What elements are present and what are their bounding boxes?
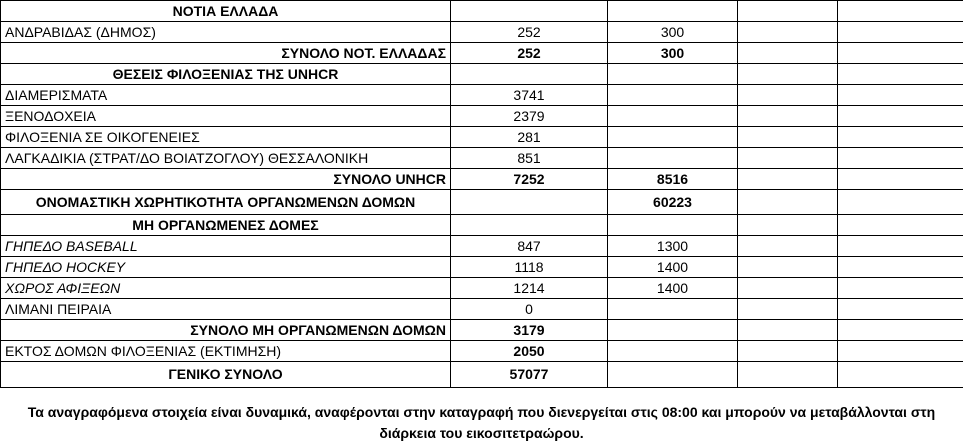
- table-row: [1, 320, 963, 341]
- cell-value-1: 252: [451, 22, 608, 43]
- cell-value-2: 300: [608, 22, 738, 43]
- cell-value-1: 1214: [451, 278, 608, 299]
- footnote: Τα αναγραφόμενα στοιχεία είναι δυναμικά, αναφέρονται στην καταγραφή που διενεργείται στις 08:00 και μπορούν να μεταβάλλονται στη διάρκεια του εικοσιτετραώρου.: [27, 404, 936, 441]
- row-label-grand-total: ΓΕΝΙΚΟ ΣΥΝΟΛΟ: [1, 362, 451, 388]
- section-title-south-greece: ΝΟΤΙΑ ΕΛΛΑΔΑ: [1, 1, 451, 22]
- cell-value-1: 3741: [451, 85, 608, 106]
- table-row: [1, 362, 963, 388]
- cell-value-1: 57077: [451, 362, 608, 388]
- section-title-unhcr: ΘΕΣΕΙΣ ΦΙΛΟΞΕΝΙΑΣ ΤΗΣ UNHCR: [1, 64, 451, 85]
- row-label: ΓΗΠΕΔΟ BASEBALL: [1, 236, 451, 257]
- row-label: ΧΩΡΟΣ ΑΦΙΞΕΩΝ: [1, 278, 451, 299]
- table-row: [1, 85, 963, 106]
- table-row: [1, 341, 963, 362]
- cell-value-2: 8516: [608, 169, 738, 190]
- row-label: ΓΗΠΕΔΟ HOCKEY: [1, 257, 451, 278]
- row-label-total: ΣΥΝΟΛΟ ΝΟΤ. ΕΛΛΑΔΑΣ: [1, 43, 451, 64]
- table-row: [1, 1, 963, 22]
- table-row: [1, 169, 963, 190]
- cell-value-1: 2379: [451, 106, 608, 127]
- table-row: [1, 106, 963, 127]
- cell-value-1: 252: [451, 43, 608, 64]
- table-row: [1, 43, 963, 64]
- row-label: ΛΑΓΚΑΔΙΚΙΑ (ΣΤΡΑΤ/ΔΟ ΒΟΙΑΤΖΟΓΛΟΥ) ΘΕΣΣΑΛΟΝΙΚΗ: [1, 148, 451, 169]
- table-row: [1, 190, 963, 215]
- cell-value-2: 300: [608, 43, 738, 64]
- row-label: ΕΚΤΟΣ ΔΟΜΩΝ ΦΙΛΟΞΕΝΙΑΣ (ΕΚΤΙΜΗΣΗ): [1, 341, 451, 362]
- cell-value-1: 3179: [451, 320, 608, 341]
- table-row: [1, 215, 963, 236]
- cell-value-2: 60223: [608, 190, 738, 215]
- cell-value-2: 1300: [608, 236, 738, 257]
- cell-value-1: 0: [451, 299, 608, 320]
- table-row: [1, 236, 963, 257]
- cell-value-1: 847: [451, 236, 608, 257]
- table-row: [1, 64, 963, 85]
- table-row: [1, 127, 963, 148]
- cell-value-1: 1118: [451, 257, 608, 278]
- row-label-total: ΣΥΝΟΛΟ ΜΗ ΟΡΓΑΝΩΜΕΝΩΝ ΔΟΜΩΝ: [1, 320, 451, 341]
- row-label: ΛΙΜΑΝΙ ΠΕΙΡΑΙΑ: [1, 299, 451, 320]
- cell-value-2: 1400: [608, 257, 738, 278]
- row-label-total: ΣΥΝΟΛΟ UNHCR: [1, 169, 451, 190]
- row-label-nominal-capacity: ΟΝΟΜΑΣΤΙΚΗ ΧΩΡΗΤΙΚΟΤΗΤΑ ΟΡΓΑΝΩΜΕΝΩΝ ΔΟΜΩΝ: [1, 190, 451, 215]
- table-row: [1, 299, 963, 320]
- section-title-unorganized: ΜΗ ΟΡΓΑΝΩΜΕΝΕΣ ΔΟΜΕΣ: [1, 215, 451, 236]
- cell-value-1: 281: [451, 127, 608, 148]
- cell-value-1: 2050: [451, 341, 608, 362]
- cell-value-1: 7252: [451, 169, 608, 190]
- row-label: ΔΙΑΜΕΡΙΣΜΑΤΑ: [1, 85, 451, 106]
- cell-value-2: 1400: [608, 278, 738, 299]
- table-row: [1, 148, 963, 169]
- row-label: ΑΝΔΡΑΒΙΔΑΣ (ΔΗΜΟΣ): [1, 22, 451, 43]
- row-label: ΦΙΛΟΞΕΝΙΑ ΣΕ ΟΙΚΟΓΕΝΕΙΕΣ: [1, 127, 451, 148]
- cell-value-1: 851: [451, 148, 608, 169]
- table-row: [1, 22, 963, 43]
- table-row: [1, 278, 963, 299]
- row-label: ΞΕΝΟΔΟΧΕΙΑ: [1, 106, 451, 127]
- table-row: [1, 257, 963, 278]
